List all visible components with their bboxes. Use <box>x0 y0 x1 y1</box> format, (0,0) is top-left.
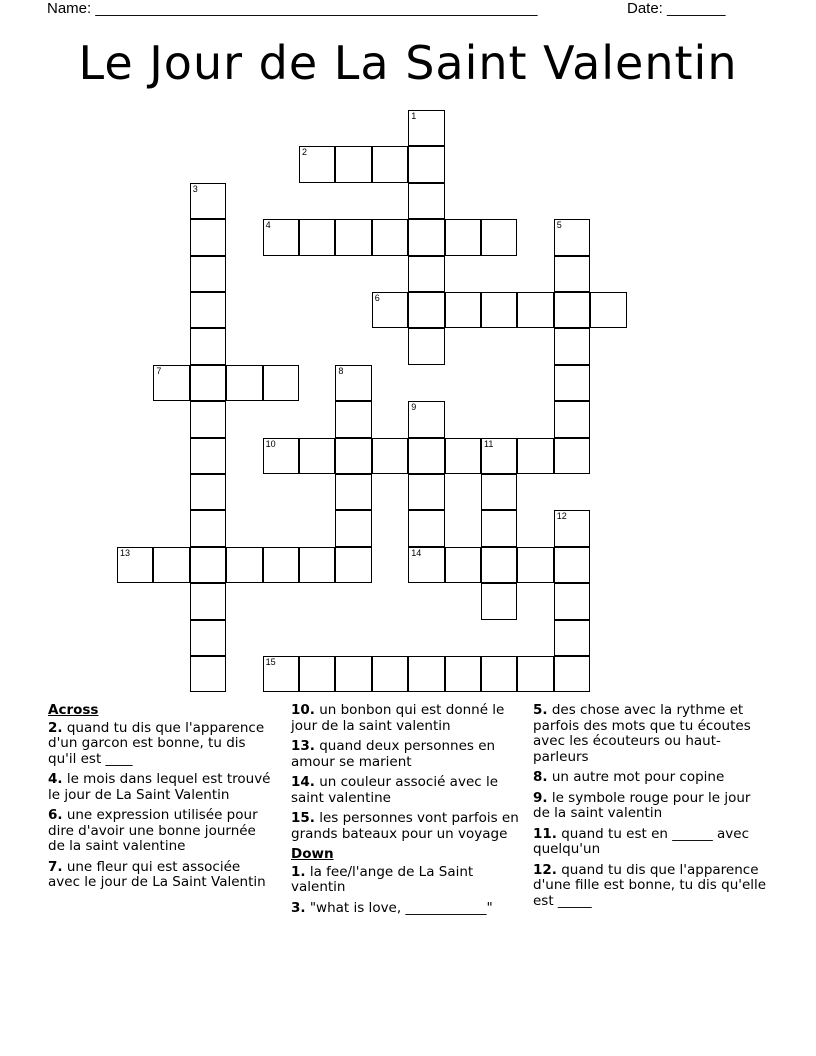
clue-num: 6. <box>48 807 63 823</box>
grid-cell[interactable] <box>117 547 153 583</box>
grid-cell[interactable] <box>335 656 371 692</box>
clue-num: 9. <box>533 789 548 806</box>
across-clue <box>48 860 273 891</box>
grid-cell[interactable] <box>408 474 444 510</box>
clue-num: 7. <box>48 858 63 875</box>
down-heading: Down <box>291 846 334 862</box>
clue-number: 10 <box>265 438 276 449</box>
grid-cell[interactable] <box>554 438 590 474</box>
clue-number: 13 <box>120 547 131 558</box>
across-clue <box>48 772 273 803</box>
grid-cell[interactable] <box>481 219 517 255</box>
clue-num: 13. <box>291 738 315 754</box>
grid-cell[interactable] <box>372 656 408 692</box>
grid-cell[interactable] <box>335 474 371 510</box>
across-clue <box>48 808 273 855</box>
grid-cell[interactable] <box>408 219 444 255</box>
grid-cell[interactable] <box>299 656 335 692</box>
grid-cell[interactable] <box>481 438 517 474</box>
across-clue <box>291 775 523 806</box>
grid-cell[interactable] <box>408 401 444 437</box>
clue-number: 6 <box>374 293 380 303</box>
grid-cell[interactable] <box>190 656 226 692</box>
clue-text: le mois dans lequel est trouvé le jour de La Saint Valentin <box>48 771 271 803</box>
clue-number: 14 <box>411 547 422 558</box>
grid-cell[interactable] <box>335 547 371 583</box>
grid-cell[interactable] <box>445 547 481 583</box>
across-clue <box>291 739 523 770</box>
grid-cell[interactable] <box>481 510 517 546</box>
down-clue <box>533 791 769 822</box>
grid-cell[interactable] <box>481 583 517 619</box>
grid-cell[interactable] <box>408 656 444 692</box>
name-field-label: Name: _____________________________________________________ <box>47 0 538 17</box>
grid-cell[interactable] <box>299 219 335 255</box>
clue-number: 3 <box>192 183 198 194</box>
grid-cell[interactable] <box>408 328 444 364</box>
clue-text: un bonbon qui est donné le jour de la saint valentin <box>291 702 505 734</box>
grid-cell[interactable] <box>372 438 408 474</box>
grid-cell[interactable] <box>335 146 371 182</box>
grid-cell[interactable] <box>590 292 626 328</box>
clue-text: des chose avec la rythme et parfois des mots que tu écoutes avec les écouteurs ou haut-parleurs <box>533 702 751 765</box>
clue-num: 3. <box>291 899 306 916</box>
clue-num: 12. <box>533 861 557 878</box>
grid-cell[interactable] <box>190 328 226 364</box>
grid-cell[interactable] <box>408 256 444 292</box>
clue-num: 1. <box>291 863 306 880</box>
clue-num: 10. <box>291 702 315 718</box>
clue-text: quand tu est en ______ avec quelqu'un <box>533 825 750 857</box>
grid-cell[interactable] <box>153 365 189 401</box>
clues-column-3 <box>533 703 769 914</box>
clue-num: 2. <box>48 719 63 736</box>
grid-cell[interactable] <box>445 219 481 255</box>
clue-num: 8. <box>533 769 548 785</box>
grid-cell[interactable] <box>263 547 299 583</box>
grid-cell[interactable] <box>335 510 371 546</box>
clues-column-1 <box>48 703 273 896</box>
grid-cell[interactable] <box>190 510 226 546</box>
down-clue <box>533 827 769 858</box>
grid-cell[interactable] <box>190 365 226 401</box>
clue-text: quand tu dis que l'apparence d'une fille est bonne, tu dis qu'elle est _____ <box>533 861 767 909</box>
grid-cell[interactable] <box>263 365 299 401</box>
clue-number: 9 <box>411 402 417 413</box>
grid-cell[interactable] <box>554 583 590 619</box>
down-clue <box>291 865 523 896</box>
clue-number: 8 <box>338 365 344 376</box>
grid-cell[interactable] <box>481 292 517 328</box>
clue-number: 5 <box>556 220 562 231</box>
clue-text: quand deux personnes en amour se marient <box>291 738 496 770</box>
grid-cell[interactable] <box>299 146 335 182</box>
grid-cell[interactable] <box>226 547 262 583</box>
clue-text: un couleur associé avec le saint valentine <box>291 774 499 806</box>
grid-cell[interactable] <box>445 292 481 328</box>
grid-cell[interactable] <box>408 292 444 328</box>
clue-num: 15. <box>291 810 315 826</box>
grid-cell[interactable] <box>554 292 590 328</box>
grid-cell[interactable] <box>190 401 226 437</box>
page-title: Le Jour de La Saint Valentin <box>78 36 738 90</box>
grid-cell[interactable] <box>190 256 226 292</box>
grid-cell[interactable] <box>408 146 444 182</box>
down-clue <box>533 863 769 910</box>
clue-text: quand tu dis que l'apparence d'un garcon est bonne, tu dis qu'il est ____ <box>48 719 265 767</box>
grid-cell[interactable] <box>263 219 299 255</box>
grid-cell[interactable] <box>372 146 408 182</box>
clue-number: 7 <box>156 365 162 376</box>
grid-cell[interactable] <box>554 510 590 546</box>
clue-text: "what is love, ____________" <box>305 899 493 916</box>
grid-cell[interactable] <box>335 401 371 437</box>
grid-cell[interactable] <box>335 365 371 401</box>
grid-cell[interactable] <box>554 365 590 401</box>
clue-num: 14. <box>291 774 315 790</box>
grid-cell[interactable] <box>372 292 408 328</box>
clue-text: un autre mot pour copine <box>547 769 725 785</box>
date-field-label: Date: _______ <box>627 0 726 17</box>
grid-cell[interactable] <box>190 547 226 583</box>
grid-cell[interactable] <box>481 547 517 583</box>
grid-cell[interactable] <box>408 183 444 219</box>
grid-cell[interactable] <box>517 656 553 692</box>
grid-cell[interactable] <box>153 547 189 583</box>
grid-cell[interactable] <box>190 183 226 219</box>
grid-cell[interactable] <box>554 328 590 364</box>
across-heading: Across <box>48 702 99 718</box>
grid-cell[interactable] <box>263 438 299 474</box>
grid-cell[interactable] <box>408 547 444 583</box>
clue-text: une expression utilisée pour dire d'avoir une bonne journée de la saint valentine <box>48 807 258 854</box>
clue-text: une fleur qui est associée avec le jour de La Saint Valentin <box>48 858 266 890</box>
grid-cell[interactable] <box>445 438 481 474</box>
grid-cell[interactable] <box>408 438 444 474</box>
across-clue <box>48 721 273 768</box>
clue-text: le symbole rouge pour le jour de la saint valentin <box>533 789 751 821</box>
grid-cell[interactable] <box>335 219 371 255</box>
grid-cell[interactable] <box>481 656 517 692</box>
down-clue <box>533 703 769 765</box>
grid-cell[interactable] <box>190 474 226 510</box>
clue-number: 1 <box>411 111 417 121</box>
grid-cell[interactable] <box>554 219 590 255</box>
grid-cell[interactable] <box>372 219 408 255</box>
grid-cell[interactable] <box>299 438 335 474</box>
grid-cell[interactable] <box>408 110 444 146</box>
grid-cell[interactable] <box>517 292 553 328</box>
grid-cell[interactable] <box>263 656 299 692</box>
clue-num: 11. <box>533 825 557 842</box>
clue-number: 12 <box>556 511 567 522</box>
grid-cell[interactable] <box>190 292 226 328</box>
grid-cell[interactable] <box>554 547 590 583</box>
across-clue <box>291 811 523 842</box>
grid-cell[interactable] <box>554 620 590 656</box>
clue-text: les personnes vont parfois en grands bateaux pour un voyage <box>291 810 519 842</box>
grid-cell[interactable] <box>517 547 553 583</box>
clue-num: 5. <box>533 702 548 718</box>
grid-cell[interactable] <box>190 620 226 656</box>
grid-cell[interactable] <box>226 365 262 401</box>
clue-text: la fee/l'ange de La Saint valentin <box>291 863 474 895</box>
grid-cell[interactable] <box>190 219 226 255</box>
grid-cell[interactable] <box>335 438 371 474</box>
grid-cell[interactable] <box>190 583 226 619</box>
grid-cell[interactable] <box>481 474 517 510</box>
grid-cell[interactable] <box>554 656 590 692</box>
grid-cell[interactable] <box>190 438 226 474</box>
grid-cell[interactable] <box>517 438 553 474</box>
clue-number: 11 <box>484 438 494 449</box>
grid-cell[interactable] <box>554 401 590 437</box>
clue-number: 2 <box>302 147 308 158</box>
clue-number: 4 <box>265 220 271 231</box>
grid-cell[interactable] <box>554 256 590 292</box>
grid-cell[interactable] <box>299 547 335 583</box>
grid-cell[interactable] <box>445 656 481 692</box>
down-clue <box>533 770 769 786</box>
clue-num: 4. <box>48 771 63 787</box>
clues-column-2 <box>291 703 523 921</box>
down-clue <box>291 901 523 917</box>
grid-cell[interactable] <box>408 510 444 546</box>
clue-number: 15 <box>265 657 276 667</box>
across-clue <box>291 703 523 734</box>
